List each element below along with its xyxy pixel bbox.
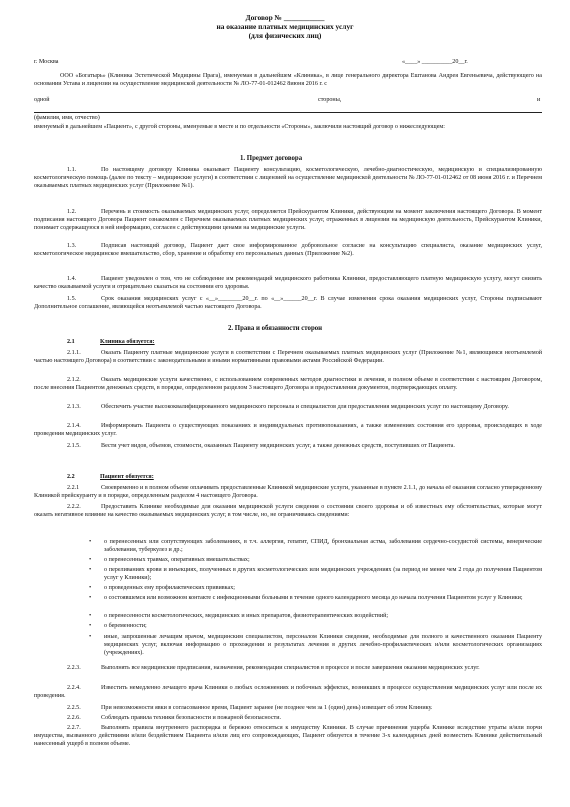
bullet-text: о проведенных ему профилактических прививках;	[104, 585, 235, 591]
bullet-icon: •	[89, 594, 92, 601]
item-number: 1.5.	[67, 296, 77, 302]
bullet-text: иные, запрошенные лечащим врачом, медицинским специалистом, персоналом Клиники сведения, необходимые для полного и качественного оказания Пациенту медицинских услуг, включая информацию о прохождении и результатах лечения в других лечебно-профилактических и/или косметологических организациях (учреждениях).	[104, 634, 542, 657]
bullet-icon: •	[89, 538, 92, 545]
subsection-2-2-title: Пациент обязуется:	[100, 474, 154, 480]
item-text: Известить немедленно лечащего врача Клиники о любых осложнениях и побочных эффектах, возникших в процессе осуществления медицинских услуг или после их проведения.	[34, 685, 542, 700]
bullet-icon: •	[89, 612, 92, 619]
bullet-icon: •	[89, 566, 92, 573]
fio-label: (фамилия, имя, отчество)	[34, 115, 100, 121]
item-text: Оказать Пациенту платные медицинские услуги в соответствии с Перечнем оказываемых платных медицинских услуг (Приложение №1, являющимся неотъемлемой частью настоящего Договора) в соответствии с законодательными и иными нормативными правовыми актами Российской Федерации.	[34, 350, 542, 365]
item-number: 2.1.4.	[67, 423, 81, 429]
item-text: Соблюдать правила техники безопасности и пожарной безопасности.	[101, 715, 281, 721]
intro-line2-right: и	[537, 97, 541, 103]
item-text: Вести учет видов, объемов, стоимости, оказанных Пациенту медицинских услуг, а также денежных средств, поступивших от Пациента.	[101, 443, 455, 449]
fio-line	[34, 112, 542, 113]
item-text: Выполнять все медицинские предписания, назначения, рекомендации специалистов в процессе и после завершения оказания медицинских услуг.	[101, 665, 480, 671]
item-text: Информировать Пациента о существующих показаниях и индивидуальных противопоказаниях, а также изменениях состояния его здоровья, происходящих в ходе проведения медицинских услуг.	[34, 423, 542, 438]
item-number: 2.2.2.	[67, 504, 81, 510]
item-text: Подписав настоящий договор, Пациент дает свое информированное добровольное согласие на консультацию специалиста, оказание медицинских услуг, косметологическое медицинское вмешательство, сбор, хранение и обработку его персональных данных (Приложение №2).	[34, 243, 542, 258]
bullet-text: о перенесенных или сопутствующих заболеваниях, в т.ч. аллергия, гепатит, СПИД, бронхиальная астма, заболевания сердечно-сосудистой системы, венерические заболевания, туберкулез и др.;	[104, 539, 542, 554]
bullet-text: о состоявшемся или возможном контакте с инфекционными больными в течение одного календарного месяца до начала получения Пациентом услуг у Клиники;	[104, 595, 523, 601]
item-number: 2.2.7.	[67, 725, 81, 731]
item-text: Срок оказания медицинских услуг с «__»________20__г. по «__»______20__г. В случае изменения срока оказания медицинских услуг, Стороны подписывают Дополнительное соглашение, являющейся неотъемлемой частью настоящего Договора.	[34, 296, 542, 311]
item-number: 1.1.	[67, 167, 77, 173]
item-text: Оказать медицинские услуги качественно, с использованием современных методов диагностики и лечения, в полном объеме в соответствии с настоящим Договором, после внесения Пациентом денежных средств, в порядке, определенном разделом 3 настоящего Договора и предоставления документов, подтверждающих оплату.	[34, 377, 542, 392]
item-text: Обеспечить участие высококвалифицированного медицинского персонала и специалистов для предоставления медицинских услуг по настоящему Договору.	[101, 404, 509, 410]
intro-paragraph: ООО «Богатырь» (Клиника Эстетической Медицины Прага), именуемая в дальнейшем «Клиника», в лице генерального директора Ештанова Андрея Евгеньевича, действующего на основании Устава и лицензии на осуществление медицинской деятельности № ЛО-77-01-012462 8июня 2016 г. с	[34, 73, 542, 88]
item-text: По настоящему договору Клиника оказывает Пациенту консультацию, косметологическую, лечебно-диагностическую, медицинскую и специализированную косметологическую помощь (далее по тексту – медицинские услуги) в соответствии с лицензией на осуществление медицинской деятельности № ЛО-77-01-012462 от 08 июня 2016 г. и Перечнем оказываемых платных медицинских услуг (Приложение №1).	[34, 167, 542, 190]
item-number: 2.2.1	[67, 485, 80, 491]
section2-title: 2. Права и обязанности сторон	[228, 325, 323, 332]
item-number: 2.1.3.	[67, 404, 81, 410]
item-number: 1.2.	[67, 209, 77, 215]
item-number: 2.2.3.	[67, 665, 81, 671]
item-number: 1.3.	[67, 243, 77, 249]
intro-paragraph-2: именуемый в дальнейшем «Пациент», с другой стороны, именуемые в месте и по отдельности «Стороны», заключили настоящий договор о нижеследующем:	[34, 124, 445, 130]
item-number: 2.1.5.	[67, 443, 81, 449]
item-text: Предоставить Клинике необходимые для оказания медицинской услуги сведения о состоянии своего здоровья и об известных ему обстоятельствах, которые могут оказать негативное влияние на качество оказываемых медицинских услуг, в том числе, но, не ограничиваясь сведениями:	[34, 504, 542, 519]
item-number: 2.2.5.	[67, 705, 81, 711]
subsection-2-1-title: Клиника обязуется:	[100, 339, 155, 345]
subsection-2-1-number: 2.1	[67, 339, 75, 345]
bullet-icon: •	[89, 556, 92, 563]
bullet-icon: •	[89, 584, 92, 591]
bullet-text: о перенесенных травмах, оперативных вмешательствах;	[104, 557, 250, 563]
date-line: «____» __________20__г.	[402, 59, 468, 65]
item-text: Пациент уведомлен о том, что не соблюдение им рекомендаций медицинского работника Клиники, предоставляющего платную медицинскую услугу, могут снизить качество оказываемой услуги и отрицательно сказаться на состоянии его здоровья.	[34, 276, 542, 291]
contract-subtitle-2: (для физических лиц)	[248, 31, 322, 40]
item-number: 2.1.2.	[67, 377, 81, 383]
bullet-text: о переливаниях крови и инъекциях, полученных в других косметологических или медицинских учреждениях (за период не менее чем 2 года до получения Пациентом услуг у Клиники);	[104, 567, 542, 582]
contract-title: Договор № ___________	[245, 13, 325, 22]
bullet-icon: •	[89, 633, 92, 640]
intro-line2-mid: стороны,	[318, 97, 342, 103]
contract-subtitle: на оказание платных медицинских услуг	[216, 22, 354, 31]
item-number: 1.4.	[67, 276, 77, 282]
item-number: 2.2.4.	[67, 685, 81, 691]
item-text: Своевременно и в полном объеме оплачивать предоставленные Клиникой медицинские услуги, указанные в пункте 2.1.1, до начала её оказания согласно утвержденному Клиникой прейскуранту и в порядке, определенным разделом 4 настоящего Договора.	[34, 485, 542, 500]
item-text: Выполнять правила внутреннего распорядка и бережно относиться к имуществу Клиники. В случае причинения ущерба Клинике вследствие утраты и/или порчи имущества, вызванного действиями и/или бездействием Пациента и/или лиц его сопровождающих, Пациент обязуется в течение 3-х календарных дней возместить Клинике действительный нанесенный ущерб в полном объеме.	[34, 725, 542, 748]
bullet-text: о беременности;	[104, 623, 147, 629]
intro-line2-left: одной	[34, 97, 50, 103]
item-text: При невозможности явки в согласованное время, Пациент заранее (не позднее чем за 1 (один) день) извещает об этом Клинику.	[101, 705, 433, 711]
city: г. Москва	[34, 59, 59, 65]
item-number: 2.1.1.	[67, 350, 81, 356]
bullet-text: о перенесенности косметологических, медицинских и иных препаратов, физиотерапевтических воздействий;	[104, 613, 389, 619]
item-number: 2.2.6.	[67, 715, 81, 721]
section1-title: 1. Предмет договора	[240, 155, 303, 162]
item-text: Перечень и стоимость оказываемых медицинских услуг, определяется Прейскурантом Клиники, действующим на момент заключения настоящего Договора. В момент подписания настоящего Договора Пациент ознакомлен с Перечнем оказываемых платных медицинских услуг, отраженных в лицензии на медицинскую деятельность, Прейскурантом Клиники, понимает содержащуюся в ней информацию, согласен с действующими ценами на медицинские услуги.	[34, 209, 542, 232]
subsection-2-2-number: 2.2	[67, 474, 75, 480]
bullet-icon: •	[89, 622, 92, 629]
